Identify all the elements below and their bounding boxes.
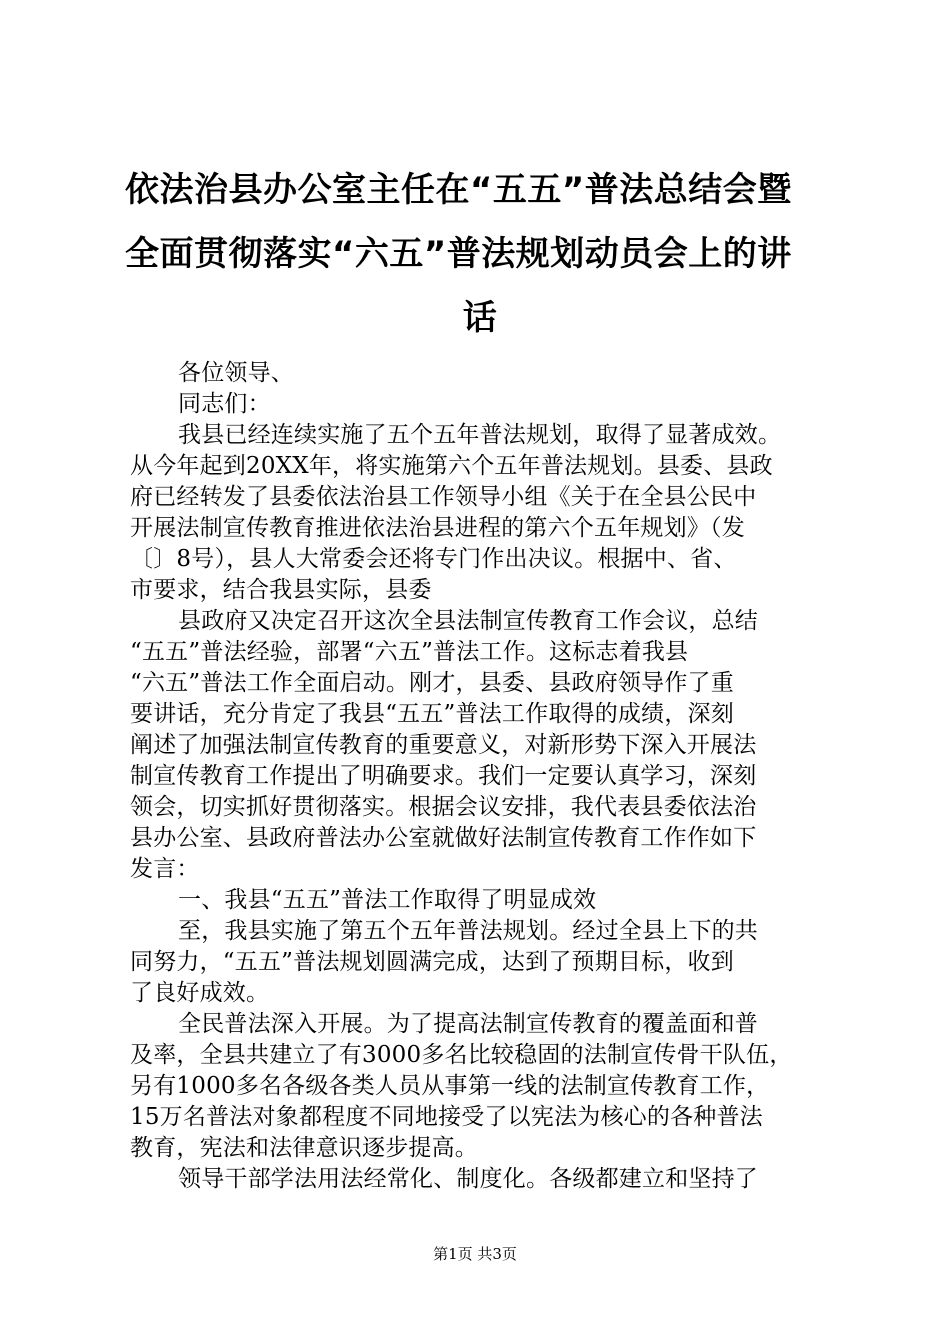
body-line: 〔〕8号），县人大常委会还将专门作出决议。根据中、省、 [130,546,737,572]
body-line: 及率，全县共建立了有3000多名比较稳固的法制宣传骨干队伍， [130,1042,793,1068]
body-line: 阐述了加强法制宣传教育的重要意义，对新形势下深入开展法 [130,732,757,758]
document-body [130,358,830,1195]
salutation-line: 同志们： [178,391,271,417]
body-line: 15万名普法对象都程度不同地接受了以宪法为核心的各种普法 [130,1104,763,1130]
body-line: 了良好成效。 [130,980,270,1006]
body-line: 发言： [130,856,200,882]
body-line: 全民普法深入开展。为了提高法制宣传教育的覆盖面和普 [178,1011,758,1037]
body-line: 教育，宪法和法律意识逐步提高。 [130,1135,478,1161]
body-line: 制宣传教育工作提出了明确要求。我们一定要认真学习，深刻 [130,763,757,789]
body-line: 府已经转发了县委依法治县工作领导小组《关于在全县公民中 [130,484,757,510]
document-title [125,158,835,350]
body-line: 县政府又决定召开这次全县法制宣传教育工作会议，总结 [178,608,758,634]
body-line: 县办公室、县政府普法办公室就做好法制宣传教育工作作如下 [130,825,757,851]
body-line: 至，我县实施了第五个五年普法规划。经过全县上下的共 [178,918,758,944]
body-line: “五五”普法经验，部署“六五”普法工作。这标志着我县 [130,639,689,665]
body-line: 同努力，“五五”普法规划圆满完成，达到了预期目标，收到 [130,949,734,975]
body-line: 领导干部学法用法经常化、制度化。各级都建立和坚持了 [178,1166,758,1192]
title-line: 全面贯彻落实“六五”普法规划动员会上的讲 [125,234,792,274]
body-line: 我县已经连续实施了五个五年普法规划，取得了显著成效。 [178,422,782,448]
body-line: “六五”普法工作全面启动。刚才，县委、县政府领导作了重 [130,670,734,696]
salutation-line: 各位领导、 [178,360,294,386]
page-footer: 第1页 共3页 [433,1245,517,1263]
body-line: 市要求，结合我县实际，县委 [130,577,432,603]
title-line: 话 [462,298,498,338]
body-line: 从今年起到20XX年，将实施第六个五年普法规划。县委、县政 [130,453,773,479]
body-line: 要讲话，充分肯定了我县“五五”普法工作取得的成绩，深刻 [130,701,734,727]
body-line: 开展法制宣传教育推进依法治县进程的第六个五年规划》（发 [130,515,745,541]
section-heading: 一、我县“五五”普法工作取得了明显成效 [178,887,597,913]
title-line: 依法治县办公室主任在“五五”普法总结会暨 [125,170,792,210]
body-line: 另有1000多名各级各类人员从事第一线的法制宣传教育工作， [130,1073,770,1099]
body-line: 领会，切实抓好贯彻落实。根据会议安排，我代表县委依法治 [130,794,757,820]
